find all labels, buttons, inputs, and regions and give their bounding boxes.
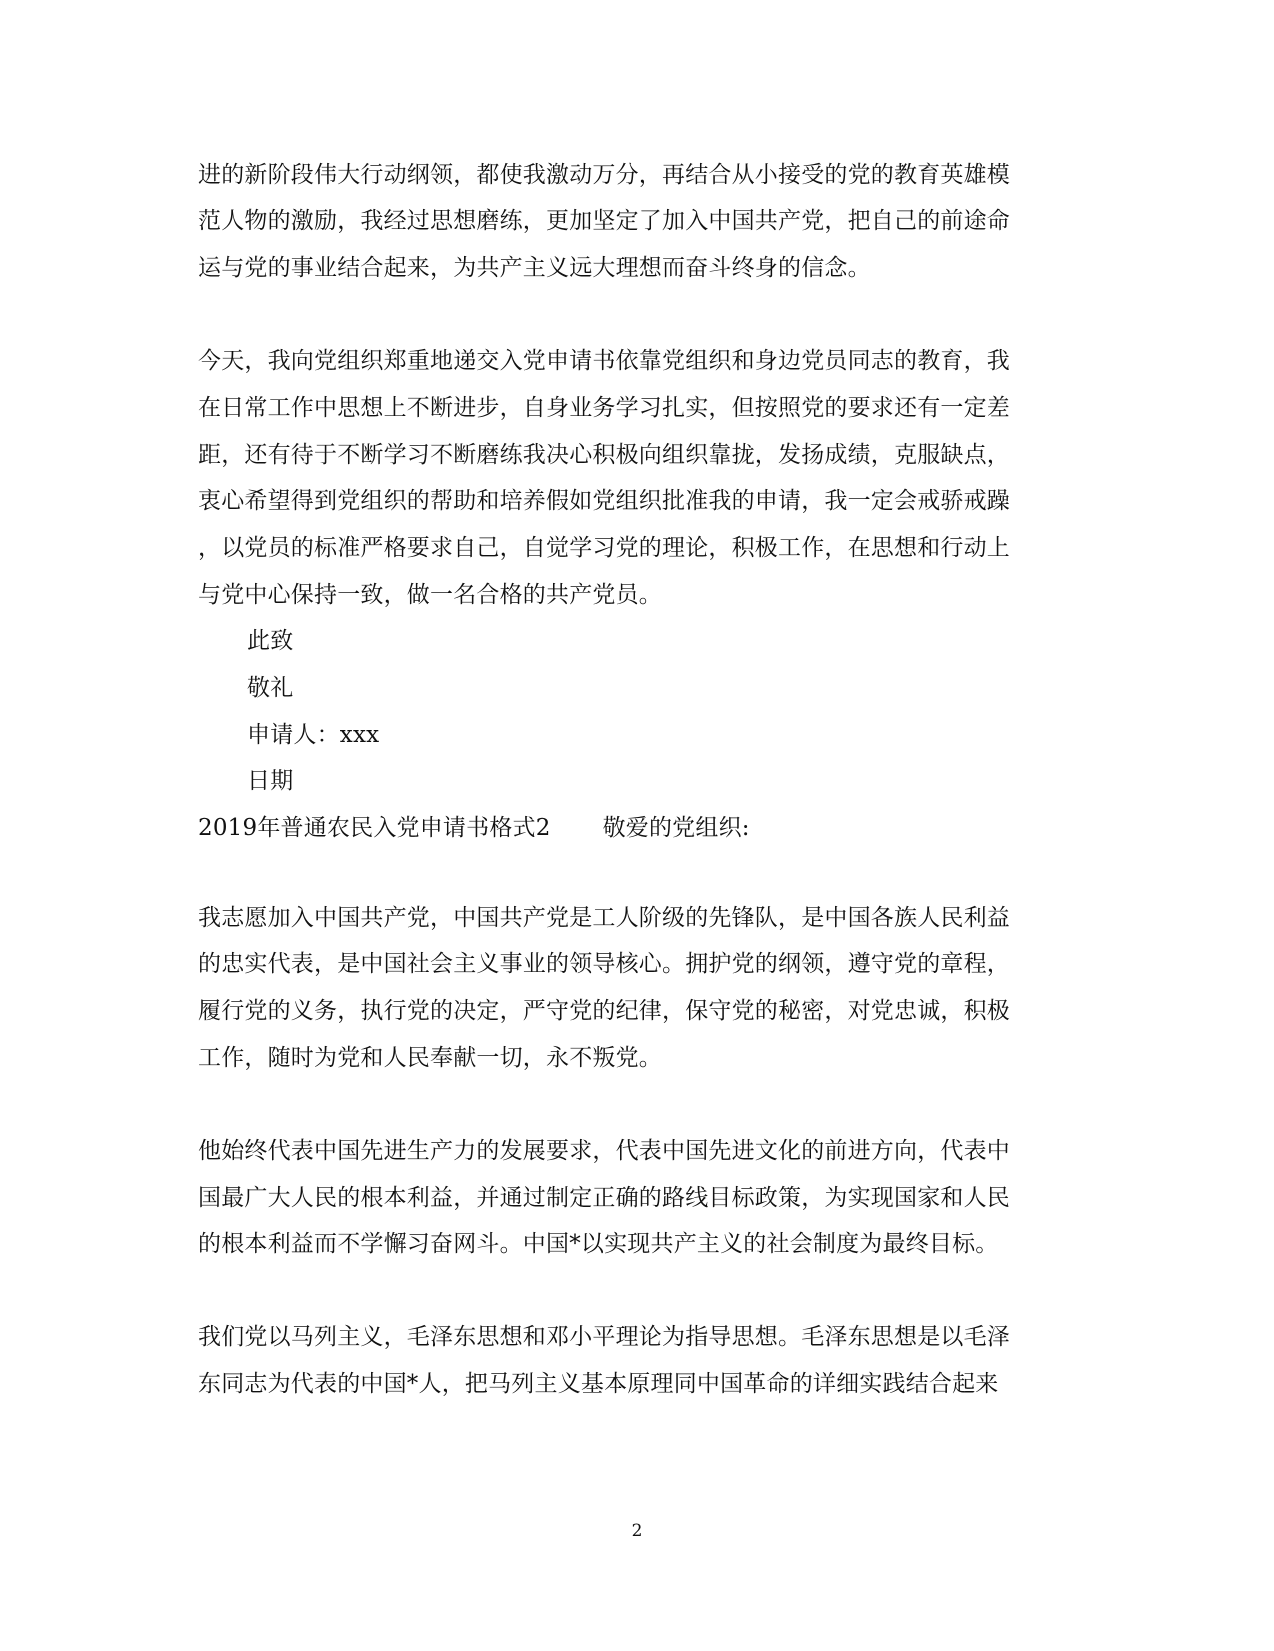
section-title: 2019年普通农民入党申请书格式2 [198,815,551,841]
paragraph-2-line-5: ，以党员的标准严格要求自己，自觉学习党的理论，积极工作，在思想和行动上 [198,535,1010,561]
paragraph-4-line-1: 他始终代表中国先进生产力的发展要求，代表中国先进文化的前进方向，代表中 [198,1138,1010,1164]
paragraph-1-line-3: 运与党的事业结合起来，为共产主义远大理想而奋斗终身的信念。 [198,255,871,281]
paragraph-1-line-2: 范人物的激励，我经过思想磨练，更加坚定了加入中国共产党，把自己的前途命 [198,208,1010,234]
paragraph-2-line-4: 衷心希望得到党组织的帮助和培养假如党组织批准我的申请，我一定会戒骄戒躁 [198,488,1010,514]
date-line: 日期 [247,768,294,794]
paragraph-4-line-3: 的根本利益而不学懈习奋网斗。中国*以实现共产主义的社会制度为最终目标。 [198,1231,999,1257]
paragraph-5-line-1: 我们党以马列主义，毛泽东思想和邓小平理论为指导思想。毛泽东思想是以毛泽 [198,1324,1010,1350]
paragraph-2-line-3: 距，还有待于不断学习不断磨练我决心积极向组织靠拢，发扬成绩，克服缺点， [198,442,1010,468]
paragraph-2-line-1: 今天，我向党组织郑重地递交入党申请书依靠党组织和身边党员同志的教育，我 [198,348,1010,374]
paragraph-4-line-2: 国最广大人民的根本利益，并通过制定正确的路线目标政策，为实现国家和人民 [198,1185,1010,1211]
paragraph-3-line-1: 我志愿加入中国共产党，中国共产党是工人阶级的先锋队，是中国各族人民利益 [198,905,1010,931]
section-title-row [198,813,750,843]
page-number: 2 [631,1521,643,1541]
paragraph-1-line-1: 进的新阶段伟大行动纲领，都使我激动万分，再结合从小接受的党的教育英雄模 [198,162,1010,188]
salutation: 敬爱的党组织: [602,815,750,841]
applicant-line: 申请人：xxx [247,722,380,748]
closing-salute: 敬礼 [247,675,294,701]
paragraph-2-line-6: 与党中心保持一致，做一名合格的共产党员。 [198,582,662,608]
paragraph-3-line-3: 履行党的义务，执行党的决定，严守党的纪律，保守党的秘密，对党忠诚，积极 [198,998,1010,1024]
closing-greeting: 此致 [247,628,294,654]
paragraph-2-line-2: 在日常工作中思想上不断进步，自身业务学习扎实，但按照党的要求还有一定差 [198,395,1010,421]
paragraph-3-line-2: 的忠实代表，是中国社会主义事业的领导核心。拥护党的纲领，遵守党的章程， [198,951,1010,977]
paragraph-5-line-2: 东同志为代表的中国*人，把马列主义基本原理同中国革命的详细实践结合起来 [198,1371,999,1397]
paragraph-3-line-4: 工作，随时为党和人民奉献一切，永不叛党。 [198,1045,662,1071]
